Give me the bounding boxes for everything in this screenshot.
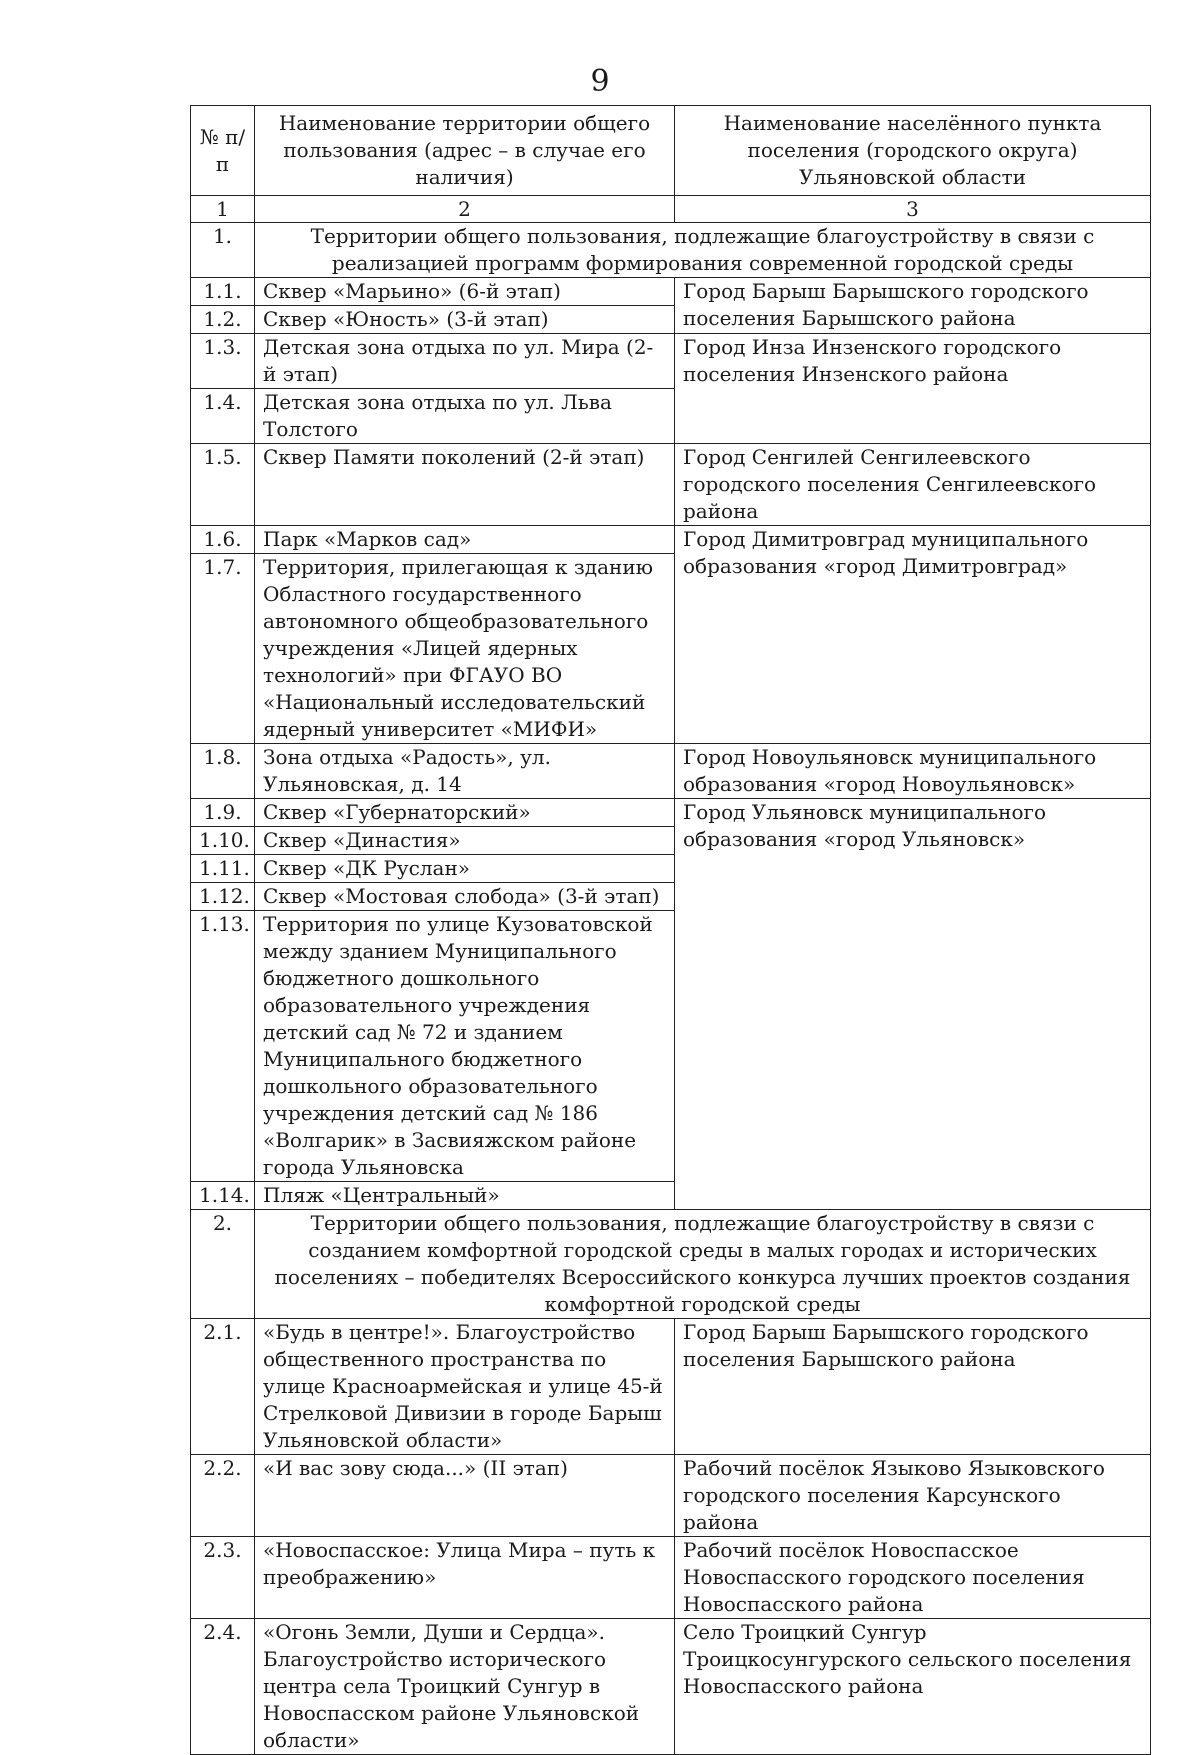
table-row <box>191 334 1151 389</box>
row-number: 1.5. <box>191 444 255 526</box>
section-number: 1. <box>191 223 255 278</box>
section-row <box>191 1210 1151 1319</box>
row-number: 1.13. <box>191 911 255 1182</box>
row-number: 1.2. <box>191 306 255 334</box>
territory-name: Детская зона отдыха по ул. Льва Толстого <box>255 389 675 444</box>
territory-name: «Будь в центре!». Благоустройство общественного пространства по улице Красноармейская и улице 45-й Стрелковой Дивизии в городе Барыш Ульяновской области» <box>255 1319 675 1455</box>
row-number: 1.10. <box>191 827 255 855</box>
territory-name: Сквер «Династия» <box>255 827 675 855</box>
row-number: 1.4. <box>191 389 255 444</box>
territories-table <box>190 105 1151 1755</box>
locality: Город Барыш Барышского городского поселения Барышского района <box>675 1319 1151 1455</box>
table-row <box>191 1455 1151 1537</box>
header-locality: Наименование населённого пункта поселения (городского округа) Ульяновской области <box>675 106 1151 196</box>
territory-name: Сквер «Мостовая слобода» (3-й этап) <box>255 883 675 911</box>
row-number: 1.3. <box>191 334 255 389</box>
table-row <box>191 1319 1151 1455</box>
locality: Город Ульяновск муниципального образования «город Ульяновск» <box>675 799 1151 1210</box>
locality: Город Димитровград муниципального образования «город Димитровград» <box>675 526 1151 744</box>
table-row <box>191 1537 1151 1619</box>
locality: Город Новоульяновск муниципального образования «город Новоульяновск» <box>675 744 1151 799</box>
table-row <box>191 526 1151 554</box>
column-number: 3 <box>675 196 1151 223</box>
row-number: 1.14. <box>191 1182 255 1210</box>
territory-name: Сквер «ДК Руслан» <box>255 855 675 883</box>
row-number: 1.11. <box>191 855 255 883</box>
territory-name: «Огонь Земли, Души и Сердца». Благоустройство исторического центра села Троицкий Сунгур в Новоспасском районе Ульяновской области» <box>255 1619 675 1755</box>
section-number: 2. <box>191 1210 255 1319</box>
row-number: 1.6. <box>191 526 255 554</box>
locality: Город Барыш Барышского городского поселения Барышского района <box>675 278 1151 334</box>
row-number: 2.1. <box>191 1319 255 1455</box>
row-number: 2.4. <box>191 1619 255 1755</box>
territory-name: «Новоспасское: Улица Мира – путь к преображению» <box>255 1537 675 1619</box>
table-row <box>191 799 1151 827</box>
table-header-row <box>191 106 1151 196</box>
row-number: 1.12. <box>191 883 255 911</box>
column-numbers-row <box>191 196 1151 223</box>
section-title: Территории общего пользования, подлежащие благоустройству в связи с созданием комфортной городской среды в малых городах и исторических поселениях – победителях Всероссийского конкурса лучших проектов создания комфортной городской среды <box>255 1210 1151 1319</box>
territory-name: Детская зона отдыха по ул. Мира (2-й этап) <box>255 334 675 389</box>
section-row <box>191 223 1151 278</box>
territory-name: Сквер «Марьино» (6-й этап) <box>255 278 675 306</box>
header-number: № п/п <box>191 106 255 196</box>
locality: Рабочий посёлок Новоспасское Новоспасского городского поселения Новоспасского района <box>675 1537 1151 1619</box>
section-title: Территории общего пользования, подлежащие благоустройству в связи с реализацией программ формирования современной городской среды <box>255 223 1151 278</box>
territory-name: Зона отдыха «Радость», ул. Ульяновская, д. 14 <box>255 744 675 799</box>
territory-name: Территория, прилегающая к зданию Областного государственного автономного общеобразовательного учреждения «Лицей ядерных технологий» при ФГАУО ВО «Национальный исследовательский ядерный университет «МИФИ» <box>255 554 675 744</box>
table-row <box>191 744 1151 799</box>
row-number: 2.3. <box>191 1537 255 1619</box>
locality: Рабочий посёлок Языково Языковского городского поселения Карсунского района <box>675 1455 1151 1537</box>
locality: Город Сенгилей Сенгилеевского городского поселения Сенгилеевского района <box>675 444 1151 526</box>
column-number: 2 <box>255 196 675 223</box>
row-number: 1.9. <box>191 799 255 827</box>
territory-name: Сквер «Губернаторский» <box>255 799 675 827</box>
locality: Город Инза Инзенского городского поселения Инзенского района <box>675 334 1151 444</box>
row-number: 2.2. <box>191 1455 255 1537</box>
territory-name: Сквер «Юность» (3-й этап) <box>255 306 675 334</box>
territory-name: Парк «Марков сад» <box>255 526 675 554</box>
column-number: 1 <box>191 196 255 223</box>
locality: Село Троицкий Сунгур Троицкосунгурского сельского поселения Новоспасского района <box>675 1619 1151 1755</box>
territory-name: Пляж «Центральный» <box>255 1182 675 1210</box>
territory-name: «И вас зову сюда...» (II этап) <box>255 1455 675 1537</box>
row-number: 1.7. <box>191 554 255 744</box>
table-row <box>191 1619 1151 1755</box>
territory-name: Сквер Памяти поколений (2-й этап) <box>255 444 675 526</box>
header-territory-name: Наименование территории общего пользования (адрес – в случае его наличия) <box>255 106 675 196</box>
territory-name: Территория по улице Кузоватовской между зданием Муниципального бюджетного дошкольного образовательного учреждения детский сад № 72 и зданием Муниципального бюджетного дошкольного образовательного учреждения детский сад № 186 «Волгарик» в Засвияжском районе города Ульяновска <box>255 911 675 1182</box>
row-number: 1.8. <box>191 744 255 799</box>
page-number: 9 <box>590 64 610 99</box>
table-row <box>191 278 1151 306</box>
table-row <box>191 444 1151 526</box>
row-number: 1.1. <box>191 278 255 306</box>
